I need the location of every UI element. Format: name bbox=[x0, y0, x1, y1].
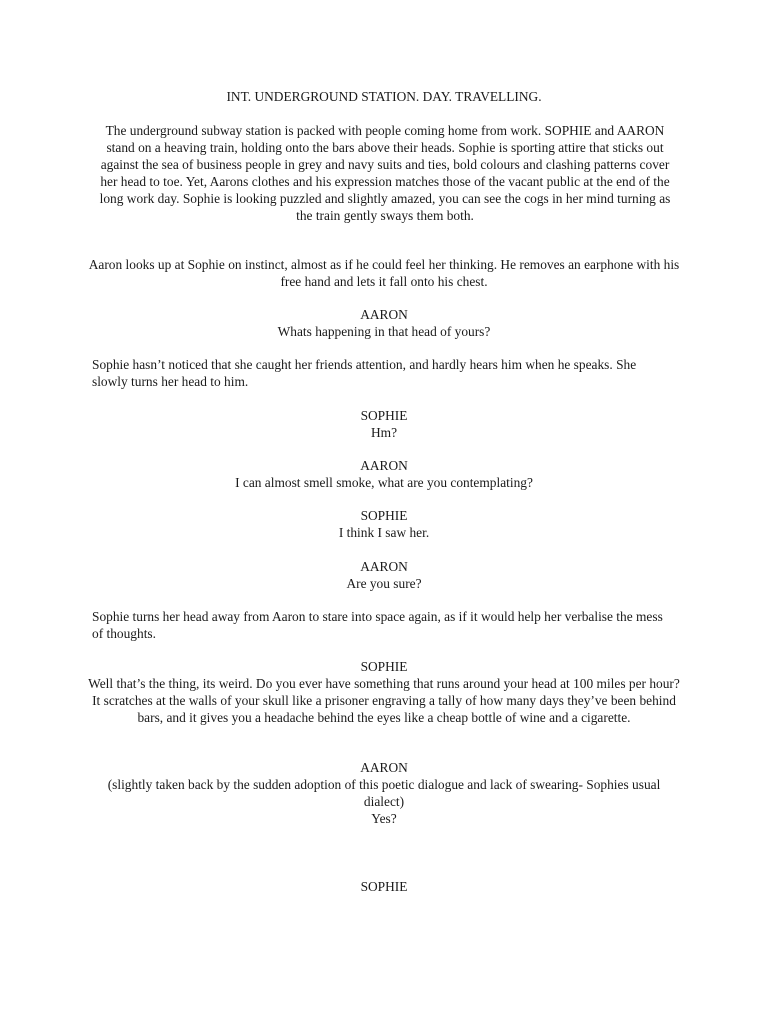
dialogue-block bbox=[86, 306, 682, 340]
dialogue-block bbox=[86, 878, 682, 895]
dialogue-block bbox=[86, 658, 682, 726]
character-name: AARON bbox=[360, 559, 408, 574]
action-paragraph: Aaron looks up at Sophie on instinct, almost as if he could feel her thinking. He removes an earphone with his free hand and lets it fall onto his chest. bbox=[88, 257, 680, 289]
dialogue-block bbox=[86, 558, 682, 592]
character-name: SOPHIE bbox=[360, 508, 408, 523]
dialogue-block bbox=[86, 507, 682, 541]
character-name: SOPHIE bbox=[360, 659, 408, 674]
character-name: AARON bbox=[360, 307, 408, 322]
action-paragraph: Sophie turns her head away from Aaron to stare into space again, as if it would help her verbalise the mess of thoughts. bbox=[92, 609, 663, 641]
dialogue-line: Whats happening in that head of yours? bbox=[277, 324, 491, 339]
dialogue-block bbox=[100, 759, 668, 827]
action-paragraph: The underground subway station is packed with people coming home from work. SOPHIE and AARON stand on a heaving train, holding onto the bars above their heads. Sophie is sporting attire that sticks out against the sea of business people in grey and navy suits and ties, bold colours and clashing patterns cover her head to toe. Yet, Aarons clothes and his expression matches those of the vacant public at the end of the long work day. Sophie is looking puzzled and slightly amazed, you can see the cogs in her mind turning as the train gently sways them both. bbox=[99, 123, 671, 223]
dialogue-block bbox=[86, 457, 682, 491]
character-name: SOPHIE bbox=[360, 879, 408, 894]
dialogue-line: Well that’s the thing, its weird. Do you ever have something that runs around your head at 100 miles per hour? It scratches at the walls of your skull like a prisoner engraving a tally of how many days they’ve been behind bars, and it gives you a headache behind the eyes like a cheap bottle of wine and a cigarette. bbox=[88, 676, 680, 725]
character-name: SOPHIE bbox=[360, 408, 408, 423]
dialogue-line: I can almost smell smoke, what are you contemplating? bbox=[235, 475, 533, 490]
dialogue-line: Are you sure? bbox=[346, 576, 422, 591]
scene-heading: INT. UNDERGROUND STATION. DAY. TRAVELLING. bbox=[226, 89, 542, 104]
dialogue-line: Yes? bbox=[371, 811, 397, 826]
action-paragraph: Sophie hasn’t noticed that she caught her friends attention, and hardly hears him when he speaks. She slowly turns her head to him. bbox=[92, 357, 637, 389]
dialogue-block bbox=[86, 407, 682, 441]
character-name: AARON bbox=[360, 458, 408, 473]
dialogue-line: Hm? bbox=[370, 425, 398, 440]
character-name: AARON bbox=[360, 760, 408, 775]
dialogue-line: I think I saw her. bbox=[338, 525, 430, 540]
parenthetical: (slightly taken back by the sudden adoption of this poetic dialogue and lack of swearing- Sophies usual dialect) bbox=[107, 777, 661, 809]
